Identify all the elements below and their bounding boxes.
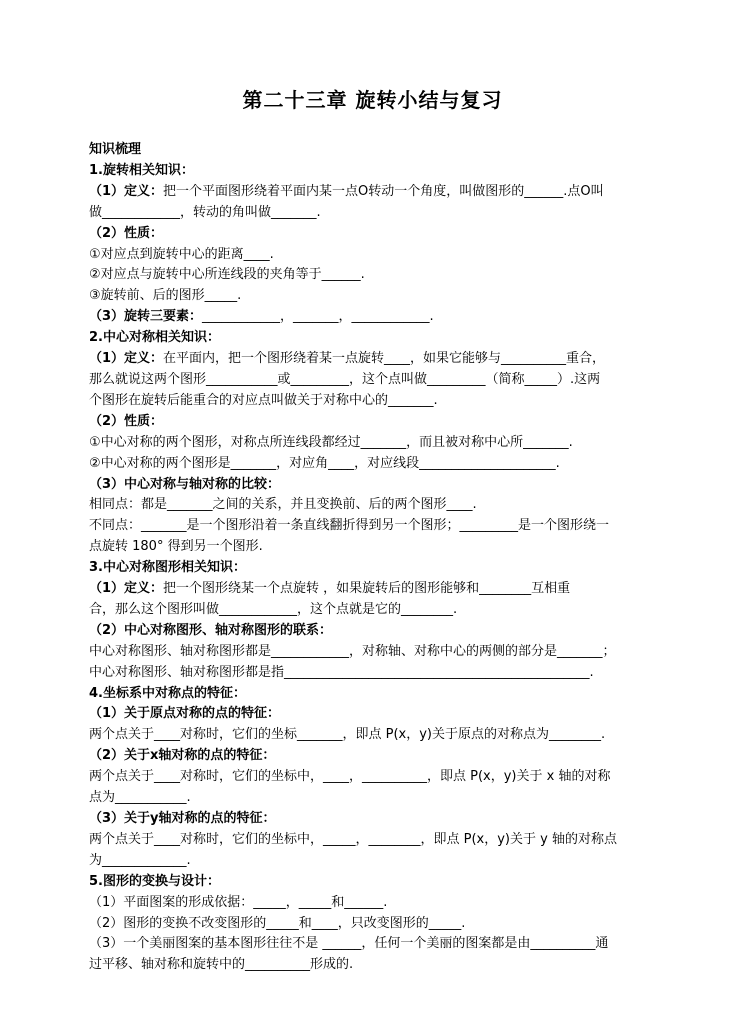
section-heading: （1）关于原点对称的点的特征： [89, 706, 281, 722]
text-line: 做____________，转动的角叫做_______. [89, 204, 321, 220]
text-line: 个图形在旋转后能重合的对应点叫做关于对称中心的_______. [89, 392, 438, 408]
section-heading: 1.旋转相关知识： [89, 162, 194, 178]
section-heading: 2.中心对称相关知识： [89, 330, 220, 346]
text-line: 两个点关于____对称时，它们的坐标中，____，__________，即点 P(x，y)关于 x 轴的对称 [89, 769, 611, 785]
line-text: 把一个平面图形绕着平面内某一点O转动一个角度，叫做图形的______.点O叫 [163, 183, 604, 199]
section-heading: （3）关于y轴对称的点的特征： [89, 811, 276, 826]
text-line: （3）一个美丽图案的基本图形往往不是 ______，任何一个美丽的图案都是由__________通 [89, 936, 609, 952]
section-heading: 知识梳理 [89, 142, 142, 157]
text-line: ①对应点到旋转中心的距离____. [89, 246, 274, 262]
text-line: （2）图形的变换不改变图形的_____和____，只改变图形的_____. [89, 915, 466, 931]
text-line: 那么就说这两个图形___________或_________，这个点叫做_________（简称_____）.这两 [89, 371, 601, 387]
text-line: 中心对称图形、轴对称图形都是指_______________________________________________. [89, 664, 594, 680]
section-heading: （2）性质： [89, 413, 164, 429]
text-line: 中心对称图形、轴对称图形都是____________，对称轴、对称中心的两侧的部分是_______； [89, 643, 616, 659]
text-line: ②对应点与旋转中心所连线段的夹角等于______. [89, 267, 365, 283]
line-text: ____________，_______，____________. [202, 309, 434, 325]
line-text: 在平面内，把一个图形绕着某一点旋转____，如果它能够与__________重合， [163, 351, 606, 367]
line-label: （3）旋转三要素： [89, 309, 203, 325]
section-heading: 3.中心对称图形相关知识： [89, 560, 246, 576]
text-line [89, 579, 659, 600]
text-line: 点旋转 180° 得到另一个图形. [89, 539, 263, 555]
text-line: 不同点：_______是一个图形沿着一条直线翻折得到另一个图形；_________是一个图形绕一 [89, 518, 610, 534]
text-line: 相同点：都是_______之间的关系，并且变换前、后的两个图形____. [89, 497, 477, 513]
text-line: 点为___________. [89, 790, 191, 806]
text-line: （1）平面图案的形成依据：_____，_____和______. [89, 894, 388, 910]
section-heading: （2）中心对称图形、轴对称图形的联系： [89, 622, 333, 638]
section-heading: （2）性质： [89, 225, 164, 241]
line-label: （1）定义： [89, 183, 164, 199]
line-label: （1）定义： [89, 351, 164, 367]
text-line [89, 349, 659, 370]
text-line: 过平移、轴对称和旋转中的__________形成的. [89, 957, 354, 973]
text-line [89, 307, 659, 328]
line-text: 把一个图形绕某一个点旋转 ，如果旋转后的图形能够和________互相重 [163, 581, 571, 597]
text-line: 为_____________. [89, 852, 191, 868]
document-body [89, 140, 659, 976]
page-title: 第二十三章 旋转小结与复习 [242, 88, 503, 112]
section-heading: （3）中心对称与轴对称的比较： [89, 476, 281, 492]
text-line: ③旋转前、后的图形_____. [89, 288, 242, 304]
text-line: ①中心对称的两个图形，对称点所连线段都经过_______，而且被对称中心所_______. [89, 434, 573, 450]
section-heading: 5.图形的变换与设计： [89, 873, 220, 889]
text-line: 两个点关于____对称时，它们的坐标中，_____，________，即点 P(x，y)关于 y 轴的对称点 [89, 831, 617, 847]
text-line [89, 182, 659, 203]
section-heading: （2）关于x轴对称的点的特征： [89, 748, 276, 764]
line-label: （1）定义： [89, 581, 164, 597]
text-line: ②中心对称的两个图形是_______，对应角____，对应线段_____________________. [89, 455, 560, 471]
text-line: 两个点关于____对称时，它们的坐标_______，即点 P(x，y)关于原点的对称点为________. [89, 727, 606, 743]
section-heading: 4.坐标系中对称点的特征： [89, 685, 246, 701]
text-line: 合，那么这个图形叫做____________，这个点就是它的________. [89, 601, 458, 617]
